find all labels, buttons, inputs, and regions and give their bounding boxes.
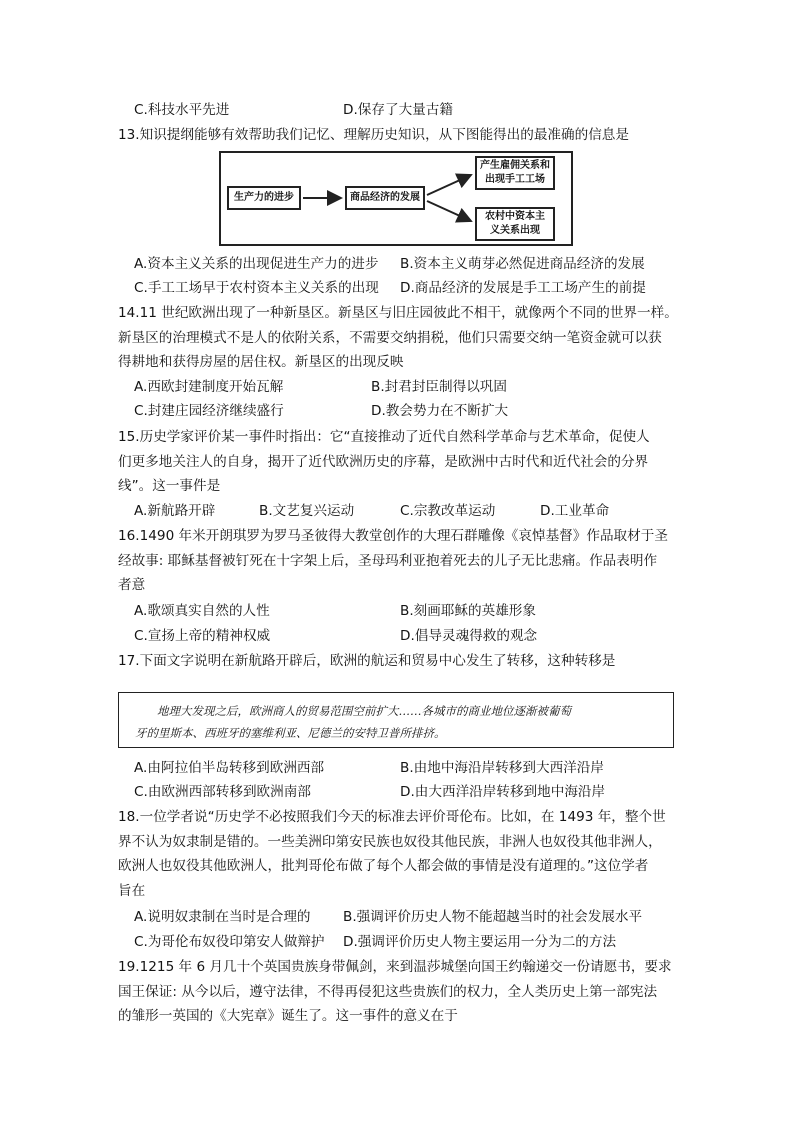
- diagram-box-productivity: 生产力的进步: [227, 186, 301, 210]
- q16-option-b: B.刻画耶稣的英雄形象: [400, 603, 536, 619]
- q15-line-1: 15.历史学家评价某一事件时指出：它“直接推动了近代自然科学革命与艺术革命，促使人: [118, 429, 650, 445]
- q18-option-b: B.强调评价历史人物不能超越当时的社会发展水平: [343, 909, 643, 925]
- q14-option-d: D.教会势力在不断扩大: [371, 403, 509, 419]
- q19-line-3: 的雏形一英国的《大宪章》诞生了。这一事件的意义在于: [118, 1008, 458, 1024]
- q17-option-d: D.由大西洋沿岸转移到地中海沿岸: [400, 784, 606, 800]
- q17-stem: 17.下面文字说明在新航路开辟后，欧洲的航运和贸易中心发生了转移，这种转移是: [118, 653, 616, 669]
- q14-option-b: B.封君封臣制得以巩固: [371, 379, 507, 395]
- q12-option-c: C.科技水平先进: [134, 102, 230, 118]
- q13-stem: 13.知识提纲能够有效帮助我们记忆、理解历史知识，从下图能得出的最准确的信息是: [118, 127, 629, 143]
- q14-option-c: C.封建庄园经济继续盛行: [134, 403, 284, 419]
- q15-option-b: B.文艺复兴运动: [259, 503, 355, 519]
- q15-option-d: D.工业革命: [540, 503, 610, 519]
- q18-line-2: 界不认为奴隶制是错的。一些美洲印第安民族也奴役其他民族，非洲人也奴役其他非洲人，: [118, 834, 662, 850]
- q17-quote-line-2: 牙的里斯本、西班牙的塞维利亚、尼德兰的安特卫普所排挤。: [135, 726, 446, 740]
- q17-option-b: B.由地中海沿岸转移到大西洋沿岸: [400, 760, 604, 776]
- q18-line-3: 欧洲人也奴役其他欧洲人，批判哥伦布做了每个人都会做的事情是没有道理的。”这位学者: [118, 858, 649, 874]
- diagram-box-employment-l2: 出现手工工场: [485, 174, 545, 185]
- q18-line-1: 18.一位学者说“历史学不必按照我们今天的标准去评价哥伦布。比如，在 1493 年，整个世: [118, 809, 666, 825]
- q13-option-c: C.手工工场早于农村资本主义关系的出现: [134, 280, 379, 296]
- q17-option-c: C.由欧洲西部转移到欧洲南部: [134, 784, 311, 800]
- q15-option-a: A.新航路开辟: [134, 503, 216, 519]
- q14-line-1: 14.11 世纪欧洲出现了一种新垦区。新垦区与旧庄园彼此不相干，就像两个不同的世界一样。: [118, 305, 678, 321]
- q15-line-3: 线”。这一事件是: [118, 478, 221, 494]
- q17-option-a: A.由阿拉伯半岛转移到欧洲西部: [134, 760, 325, 776]
- q14-line-3: 得耕地和获得房屋的居住权。新垦区的出现反映: [118, 354, 404, 370]
- q19-line-2: 国王保证: 从今以后，遵守法律，不得再侵犯这些贵族们的权力，全人类历史上第一部宪法: [118, 984, 658, 1000]
- q17-quote-line-1: 地理大发现之后，欧洲商人的贸易范围空前扩大……各城市的商业地位逐渐被葡萄: [157, 704, 571, 718]
- q18-option-a: A.说明奴隶制在当时是合理的: [134, 909, 311, 925]
- q16-option-d: D.倡导灵魂得救的观念: [400, 628, 538, 644]
- q14-option-a: A.西欧封建制度开始瓦解: [134, 379, 284, 395]
- diagram-box-commodity-economy: 商品经济的发展: [345, 186, 425, 210]
- q18-option-c: C.为哥伦布奴役印第安人做辩护: [134, 934, 325, 950]
- q18-option-d: D.强调评价历史人物主要运用一分为二的方法: [343, 934, 617, 950]
- diagram-box-rural-capitalism-l2: 义关系出现: [490, 225, 540, 236]
- arrow-down-right-icon: [427, 201, 471, 221]
- q16-line-2: 经故事: 耶稣基督被钉死在十字架上后，圣母玛利亚抱着死去的儿子无比悲痛。作品表明作: [118, 553, 658, 569]
- diagram-arrows: [221, 153, 571, 244]
- diagram-box-employment-l1: 产生雇佣关系和: [480, 160, 550, 171]
- q13-option-b: B.资本主义萌芽必然促进商品经济的发展: [400, 256, 645, 272]
- q15-option-c: C.宗教改革运动: [400, 503, 496, 519]
- diagram-box-rural-capitalism-l1: 农村中资本主: [485, 211, 545, 222]
- q14-line-2: 新垦区的治理模式不是人的依附关系，不需要交纳捐税，他们只需要交纳一笔资金就可以获: [118, 330, 662, 346]
- q16-line-3: 者意: [118, 577, 146, 593]
- q13-option-d: D.商品经济的发展是手工工场产生的前提: [400, 280, 646, 296]
- q13-diagram: [219, 151, 573, 246]
- q18-line-4: 旨在: [118, 883, 146, 899]
- q13-option-a: A.资本主义关系的出现促进生产力的进步: [134, 256, 379, 272]
- arrow-up-right-icon: [427, 175, 471, 195]
- q16-option-c: C.宣扬上帝的精神权威: [134, 628, 271, 644]
- q19-line-1: 19.1215 年 6 月几十个英国贵族身带佩剑，来到温莎城堡向国王约翰递交一份请愿书，要求: [118, 959, 672, 975]
- q15-line-2: 们更多地关注人的自身，揭开了近代欧洲历史的序幕，是欧洲中古时代和近代社会的分界: [118, 454, 649, 470]
- q16-line-1: 16.1490 年米开朗琪罗为罗马圣彼得大教堂创作的大理石群雕像《哀悼基督》作品取材于圣: [118, 528, 668, 544]
- q16-option-a: A.歌颂真实自然的人性: [134, 603, 270, 619]
- q12-option-d: D.保存了大量古籍: [343, 102, 453, 118]
- q17-quote-box: [118, 692, 674, 748]
